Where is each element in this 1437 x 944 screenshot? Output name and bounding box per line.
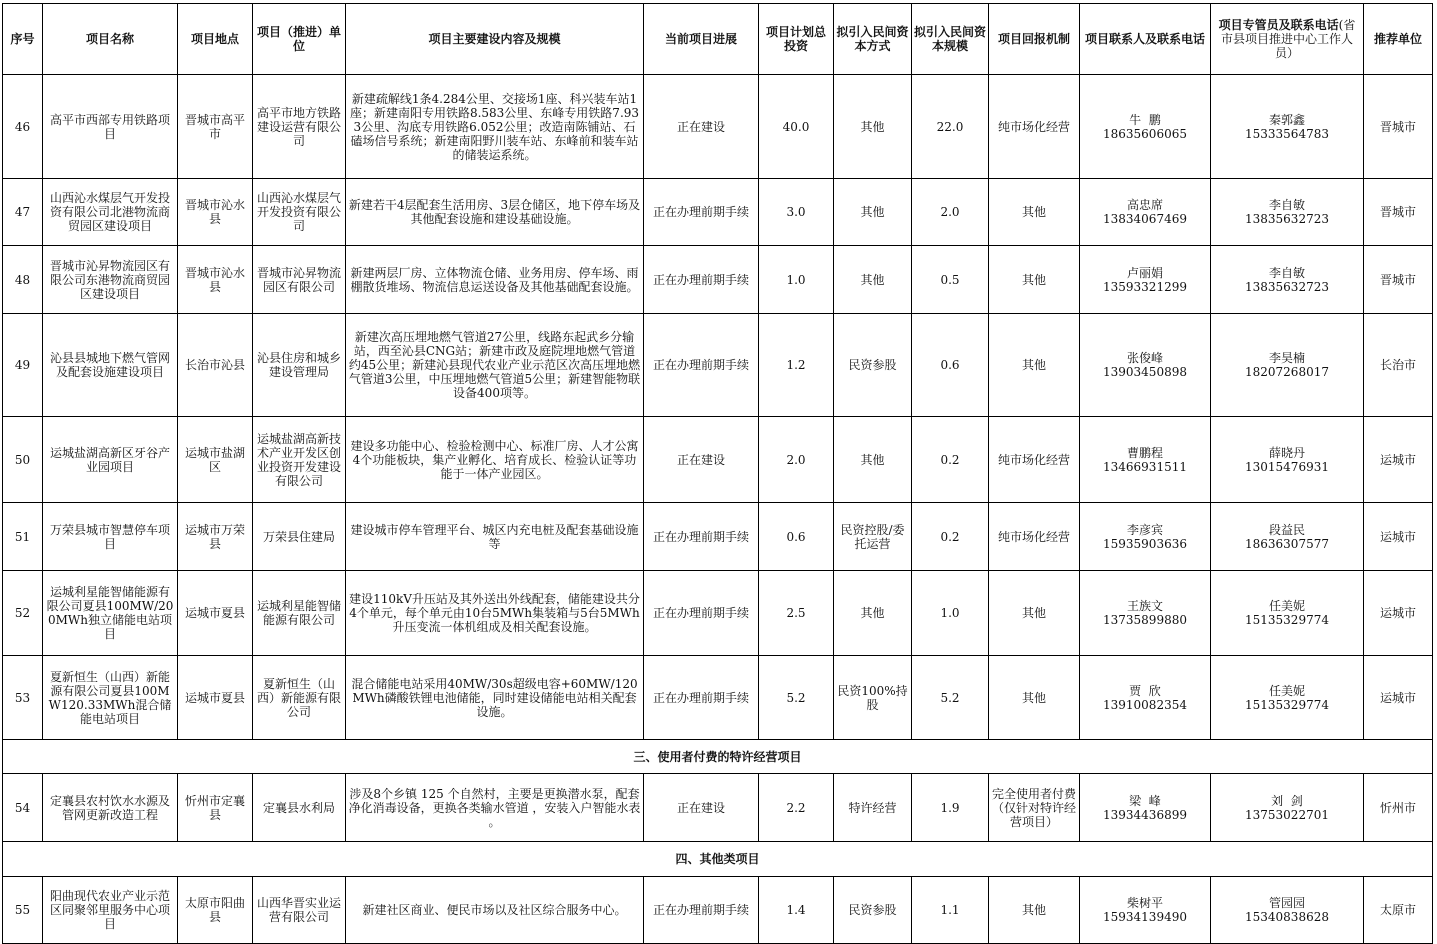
- cell-manager: [1211, 179, 1364, 246]
- header-capital-scale: 拟引入民间资本规模: [912, 4, 989, 75]
- table-row: [3, 314, 1433, 417]
- cell-scale: 2.0: [912, 179, 989, 246]
- cell-contact-name: 李彦宾: [1126, 522, 1163, 537]
- header-recommend: 推荐单位: [1364, 4, 1433, 75]
- cell-return: 纯市场化经营: [989, 75, 1080, 179]
- cell-contact: [1080, 75, 1211, 179]
- cell-name: 运城利星能智储能源有限公司夏县100MW/200MWh独立储能电站项目: [43, 571, 178, 656]
- header-unit: 项目（推进）单位: [253, 4, 346, 75]
- cell-content: 建设110kV升压站及其外送出外线配套，储能建设共分4个单元，每个单元由10台5MWh集装箱与5台5MWh升压变流一体机组成及相关配套设施。: [346, 571, 644, 656]
- cell-progress: 正在办理前期手续: [644, 503, 759, 571]
- cell-unit: 沁县住房和城乡建设管理局: [253, 314, 346, 417]
- table-body: [3, 4, 1433, 944]
- cell-manager-phone: 15135329774: [1245, 697, 1329, 712]
- cell-unit: 山西沁水煤层气开发投资有限公司: [253, 179, 346, 246]
- cell-name: 阳曲现代农业产业示范区同聚邻里服务中心项目: [43, 877, 178, 944]
- cell-seq: 53: [3, 656, 43, 740]
- cell-return: 纯市场化经营: [989, 417, 1080, 503]
- cell-scale: 0.6: [912, 314, 989, 417]
- cell-contact-phone: 13910082354: [1103, 697, 1187, 712]
- cell-manager: [1211, 503, 1364, 571]
- cell-content: 涉及8个乡镇 125 个自然村，主要是更换潜水泵，配套净化消毒设备，更换各类输水管道 ，安装入户智能水表 。: [346, 774, 644, 842]
- cell-contact: [1080, 503, 1211, 571]
- cell-seq: 49: [3, 314, 43, 417]
- cell-contact: [1080, 877, 1211, 944]
- cell-seq: 52: [3, 571, 43, 656]
- cell-manager-phone: 15135329774: [1245, 613, 1329, 627]
- cell-unit: 高平市地方铁路建设运营有限公司: [253, 75, 346, 179]
- cell-mode: 其他: [834, 75, 912, 179]
- table-row: [3, 179, 1433, 246]
- cell-manager-name: 刘 剑: [1271, 793, 1303, 808]
- cell-manager: [1211, 774, 1364, 842]
- cell-manager: [1211, 571, 1364, 656]
- cell-manager-phone: 18636307577: [1245, 536, 1329, 551]
- cell-mode: 民资100%持股: [834, 656, 912, 740]
- cell-mode: 民资参股: [834, 314, 912, 417]
- cell-seq: 50: [3, 417, 43, 503]
- cell-unit: 山西华晋实业运营有限公司: [253, 877, 346, 944]
- cell-manager-name: 段益民: [1268, 522, 1305, 537]
- header-capital-mode: 拟引入民间资本方式: [834, 4, 912, 75]
- cell-contact: [1080, 417, 1211, 503]
- cell-manager-phone: 13835632723: [1245, 212, 1329, 226]
- cell-contact: [1080, 571, 1211, 656]
- cell-invest: 0.6: [759, 503, 834, 571]
- cell-seq: 46: [3, 75, 43, 179]
- header-row: [3, 4, 1433, 75]
- cell-recommend: 运城市: [1364, 417, 1433, 503]
- cell-mode: 特许经营: [834, 774, 912, 842]
- cell-manager-name: 任美妮: [1268, 599, 1305, 613]
- cell-unit: 晋城市沁昇物流园区有限公司: [253, 246, 346, 314]
- cell-manager-phone: 15333564783: [1245, 126, 1329, 141]
- cell-location: 忻州市定襄县: [178, 774, 253, 842]
- cell-progress: 正在办理前期手续: [644, 656, 759, 740]
- cell-recommend: 长治市: [1364, 314, 1433, 417]
- cell-location: 运城市万荣县: [178, 503, 253, 571]
- cell-contact-phone: 13903450898: [1103, 365, 1187, 379]
- cell-contact-name: 牛 鹏: [1129, 112, 1161, 127]
- cell-invest: 40.0: [759, 75, 834, 179]
- cell-scale: 1.9: [912, 774, 989, 842]
- cell-unit: 定襄县水利局: [253, 774, 346, 842]
- cell-progress: 正在办理前期手续: [644, 179, 759, 246]
- cell-invest: 2.5: [759, 571, 834, 656]
- cell-scale: 0.5: [912, 246, 989, 314]
- section-row: [3, 740, 1433, 774]
- table-row: [3, 417, 1433, 503]
- cell-manager-phone: 13015476931: [1245, 459, 1329, 474]
- table-row: [3, 503, 1433, 571]
- cell-recommend: 晋城市: [1364, 75, 1433, 179]
- cell-unit: 夏新恒生（山西）新能源有限公司: [253, 656, 346, 740]
- cell-return: 其他: [989, 179, 1080, 246]
- cell-manager: [1211, 314, 1364, 417]
- cell-manager: [1211, 417, 1364, 503]
- table-row: [3, 246, 1433, 314]
- cell-manager-name: 李自敏: [1268, 265, 1305, 280]
- cell-name: 夏新恒生（山西）新能源有限公司夏县100MW120.33MWh混合储能电站项目: [43, 656, 178, 740]
- cell-invest: 2.0: [759, 417, 834, 503]
- cell-scale: 0.2: [912, 503, 989, 571]
- cell-name: 山西沁水煤层气开发投资有限公司北港物流商贸园区建设项目: [43, 179, 178, 246]
- cell-content: 新建疏解线1条4.284公里、交接场1座、科兴装车站1座；新建南阳专用铁路8.583公里、东峰专用铁路7.933公里、沟底专用铁路6.052公里；改造南陈铺站、石磕场信号系统；新建南阳野川装车站、东峰前和装车站的储装运系统。: [346, 75, 644, 179]
- cell-return: 纯市场化经营: [989, 503, 1080, 571]
- cell-contact: [1080, 314, 1211, 417]
- cell-invest: 5.2: [759, 656, 834, 740]
- cell-recommend: 忻州市: [1364, 774, 1433, 842]
- cell-return: 其他: [989, 656, 1080, 740]
- cell-recommend: 运城市: [1364, 503, 1433, 571]
- cell-contact: [1080, 179, 1211, 246]
- cell-return: 其他: [989, 314, 1080, 417]
- cell-content: 新建两层厂房、立体物流仓储、业务用房、停车场、雨棚散货堆场、物流信息运送设备及其他基础配套设施。: [346, 246, 644, 314]
- cell-scale: 0.2: [912, 417, 989, 503]
- cell-manager-phone: 18207268017: [1245, 365, 1329, 379]
- cell-seq: 54: [3, 774, 43, 842]
- section-title: 三、使用者付费的特许经营项目: [3, 740, 1433, 774]
- cell-recommend: 运城市: [1364, 656, 1433, 740]
- cell-contact: [1080, 656, 1211, 740]
- header-name: 项目名称: [43, 4, 178, 75]
- cell-unit: 运城盐湖高新技术产业开发区创业投资开发建设有限公司: [253, 417, 346, 503]
- cell-content: 混合储能电站采用40MW/30s超级电容+60MW/120MWh磷酸铁锂电池储能，同时建设储能电站相关配套设施。: [346, 656, 644, 740]
- cell-invest: 1.2: [759, 314, 834, 417]
- cell-progress: 正在办理前期手续: [644, 246, 759, 314]
- cell-name: 高平市西部专用铁路项目: [43, 75, 178, 179]
- cell-mode: 民资参股: [834, 877, 912, 944]
- cell-manager: [1211, 656, 1364, 740]
- cell-progress: 正在办理前期手续: [644, 314, 759, 417]
- cell-seq: 48: [3, 246, 43, 314]
- cell-manager-name: 李自敏: [1268, 198, 1305, 212]
- cell-mode: 其他: [834, 417, 912, 503]
- cell-contact-name: 高忠席: [1126, 198, 1163, 212]
- cell-manager-phone: 13753022701: [1245, 807, 1329, 822]
- cell-scale: 1.1: [912, 877, 989, 944]
- cell-manager: [1211, 75, 1364, 179]
- cell-return: 完全使用者付费（仅针对特许经营项目）: [989, 774, 1080, 842]
- cell-location: 运城市盐湖区: [178, 417, 253, 503]
- header-return: 项目回报机制: [989, 4, 1080, 75]
- cell-name: 运城盐湖高新区牙谷产业园项目: [43, 417, 178, 503]
- cell-location: 太原市阳曲县: [178, 877, 253, 944]
- table-row: [3, 877, 1433, 944]
- cell-content: 新建若干4层配套生活用房、3层仓储区，地下停车场及其他配套设施和建设基础设施。: [346, 179, 644, 246]
- cell-contact-name: 曹鹏程: [1126, 445, 1163, 460]
- cell-content: 建设城市停车管理平台、城区内充电桩及配套基础设施等: [346, 503, 644, 571]
- cell-invest: 1.0: [759, 246, 834, 314]
- cell-contact: [1080, 774, 1211, 842]
- cell-manager: [1211, 877, 1364, 944]
- cell-progress: 正在建设: [644, 417, 759, 503]
- cell-contact-phone: 13593321299: [1103, 279, 1187, 294]
- cell-content: 建设多功能中心、检验检测中心、标准厂房、人才公寓4个功能板块，集产业孵化、培育成长、检验认证等功能于一体产业园区。: [346, 417, 644, 503]
- cell-location: 运城市夏县: [178, 656, 253, 740]
- header-manager: [1211, 4, 1364, 75]
- header-invest: 项目计划总投资: [759, 4, 834, 75]
- cell-contact-name: 梁 峰: [1129, 793, 1161, 808]
- cell-seq: 47: [3, 179, 43, 246]
- header-location: 项目地点: [178, 4, 253, 75]
- table-row: [3, 774, 1433, 842]
- cell-recommend: 太原市: [1364, 877, 1433, 944]
- cell-contact-name: 张俊峰: [1126, 351, 1163, 365]
- cell-name: 晋城市沁昇物流园区有限公司东港物流商贸园区建设项目: [43, 246, 178, 314]
- cell-unit: 运城利星能智储能源有限公司: [253, 571, 346, 656]
- cell-location: 运城市夏县: [178, 571, 253, 656]
- cell-return: 其他: [989, 877, 1080, 944]
- cell-manager-name: 李昊楠: [1268, 351, 1305, 365]
- cell-content: 新建次高压埋地燃气管道27公里，线路东起武乡分输站，西至沁县CNG站；新建市政及庭院埋地燃气管道约45公里；新建沁县现代农业产业示范区次高压埋地燃气管道3公里，中压埋地燃气管道5公里；新建智能物联设备400项等。: [346, 314, 644, 417]
- cell-contact-phone: 15934139490: [1103, 910, 1187, 924]
- cell-manager-name: 管园园: [1268, 896, 1305, 910]
- cell-manager-phone: 13835632723: [1245, 279, 1329, 294]
- table-row: [3, 656, 1433, 740]
- header-manager-main: 项目专管员及联系电话: [1218, 18, 1339, 32]
- cell-progress: 正在建设: [644, 75, 759, 179]
- cell-manager: [1211, 246, 1364, 314]
- cell-return: 其他: [989, 246, 1080, 314]
- cell-contact-phone: 13834067469: [1103, 212, 1187, 226]
- cell-contact-name: 王族文: [1126, 599, 1163, 613]
- cell-recommend: 运城市: [1364, 571, 1433, 656]
- cell-content: 新建社区商业、便民市场以及社区综合服务中心。: [346, 877, 644, 944]
- cell-progress: 正在办理前期手续: [644, 571, 759, 656]
- cell-contact-phone: 13735899880: [1103, 613, 1187, 627]
- header-contact: 项目联系人及联系电话: [1080, 4, 1211, 75]
- cell-name: 万荣县城市智慧停车项目: [43, 503, 178, 571]
- cell-location: 晋城市沁水县: [178, 246, 253, 314]
- table-row: [3, 75, 1433, 179]
- cell-progress: 正在建设: [644, 774, 759, 842]
- cell-manager-name: 任美妮: [1268, 683, 1305, 698]
- cell-mode: 其他: [834, 571, 912, 656]
- cell-manager-phone: 15340838628: [1245, 910, 1329, 924]
- cell-mode: 其他: [834, 246, 912, 314]
- cell-location: 晋城市高平市: [178, 75, 253, 179]
- cell-return: 其他: [989, 571, 1080, 656]
- cell-manager-name: 秦郭鑫: [1268, 112, 1305, 127]
- cell-contact-phone: 13934436899: [1103, 807, 1187, 822]
- cell-seq: 51: [3, 503, 43, 571]
- cell-contact-phone: 18635606065: [1103, 126, 1187, 141]
- cell-location: 长治市沁县: [178, 314, 253, 417]
- cell-recommend: 晋城市: [1364, 179, 1433, 246]
- cell-invest: 1.4: [759, 877, 834, 944]
- section-title: 四、其他类项目: [3, 842, 1433, 877]
- header-content: 项目主要建设内容及规模: [346, 4, 644, 75]
- cell-scale: 1.0: [912, 571, 989, 656]
- cell-mode: 民资控股/委托运营: [834, 503, 912, 571]
- cell-contact-name: 柴树平: [1126, 896, 1163, 910]
- cell-invest: 2.2: [759, 774, 834, 842]
- cell-name: 沁县县城地下燃气管网及配套设施建设项目: [43, 314, 178, 417]
- cell-name: 定襄县农村饮水水源及管网更新改造工程: [43, 774, 178, 842]
- cell-location: 晋城市沁水县: [178, 179, 253, 246]
- cell-unit: 万荣县住建局: [253, 503, 346, 571]
- cell-contact-name: 卢丽娟: [1126, 265, 1163, 280]
- cell-mode: 其他: [834, 179, 912, 246]
- cell-invest: 3.0: [759, 179, 834, 246]
- cell-contact-phone: 13466931511: [1103, 459, 1187, 474]
- cell-recommend: 晋城市: [1364, 246, 1433, 314]
- section-row: [3, 842, 1433, 877]
- header-seq: 序号: [3, 4, 43, 75]
- cell-contact-name: 贾 欣: [1129, 683, 1161, 698]
- project-table: [2, 3, 1433, 944]
- header-manager-sub: (省市县项目推进中心工作人员）: [1220, 18, 1356, 60]
- cell-contact: [1080, 246, 1211, 314]
- cell-seq: 55: [3, 877, 43, 944]
- cell-manager-name: 薛晓丹: [1268, 445, 1305, 460]
- table-row: [3, 571, 1433, 656]
- cell-progress: 正在办理前期手续: [644, 877, 759, 944]
- cell-scale: 22.0: [912, 75, 989, 179]
- header-progress: 当前项目进展: [644, 4, 759, 75]
- cell-scale: 5.2: [912, 656, 989, 740]
- cell-contact-phone: 15935903636: [1103, 536, 1187, 551]
